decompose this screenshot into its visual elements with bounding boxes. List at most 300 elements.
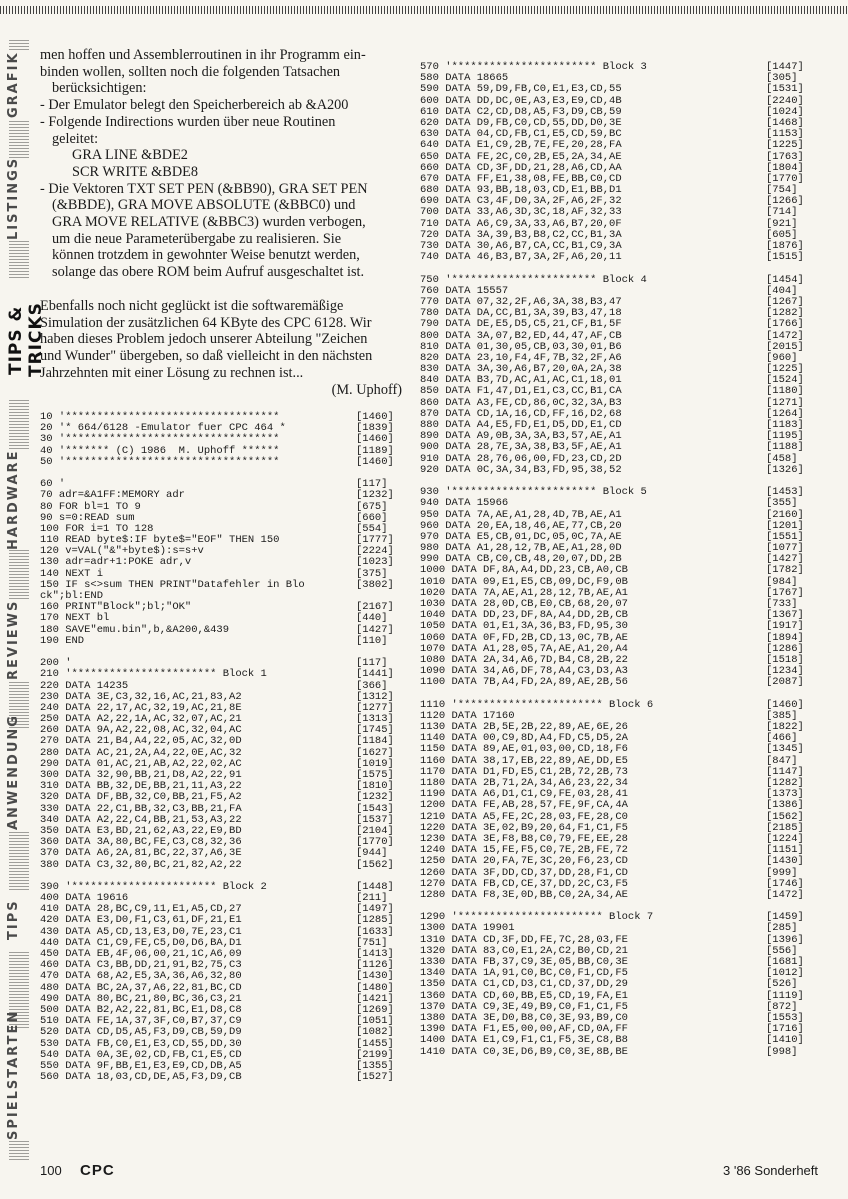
code-text: 740 DATA 46,B3,B7,3A,2F,A6,20,11 xyxy=(420,251,622,264)
code-text: 430 DATA A5,CD,13,E3,D0,7E,23,C1 xyxy=(40,925,242,938)
checksum: [1917] xyxy=(766,620,804,633)
checksum: [2240] xyxy=(766,94,804,107)
checksum: [1012] xyxy=(766,967,804,980)
page-number: 100 xyxy=(40,1163,62,1178)
code-text: 590 DATA 59,D9,FB,C0,E1,E3,CD,55 xyxy=(420,83,622,96)
code-text: 1190 DATA A6,D1,C1,C9,FE,03,28,41 xyxy=(420,788,628,801)
checksum: [1627] xyxy=(356,746,394,759)
code-text: 1070 DATA A1,28,05,7A,AE,A1,20,A4 xyxy=(420,642,628,655)
checksum: [1562] xyxy=(766,810,804,823)
code-text: 280 DATA AC,21,2A,A4,22,0E,AC,32 xyxy=(40,746,242,759)
code-line xyxy=(420,510,818,521)
checksum: [675] xyxy=(356,500,388,513)
checksum: [2167] xyxy=(356,601,394,614)
listing-right-column xyxy=(420,62,818,1058)
checksum: [1770] xyxy=(356,836,394,849)
code-line xyxy=(420,1047,818,1058)
checksum: [556] xyxy=(766,944,798,957)
code-text: 320 DATA DF,BB,32,C0,BB,21,F5,A2 xyxy=(40,791,242,804)
checksum: [733] xyxy=(766,598,798,610)
checksum: [960] xyxy=(766,351,798,364)
checksum: [605] xyxy=(766,228,798,241)
text-line: SCR WRITE &BDE8 xyxy=(72,163,199,180)
checksum: [984] xyxy=(766,575,798,588)
text-line: Jahrzehnten mit einer Lösung zu rechnen ist... xyxy=(40,364,304,381)
checksum: [1441] xyxy=(356,668,394,681)
checksum: [285] xyxy=(766,922,798,935)
code-text: 980 DATA A1,28,12,7B,AE,A1,28,0D xyxy=(420,542,622,555)
code-text: 380 DATA C3,32,80,BC,21,82,A2,22 xyxy=(40,858,242,871)
text-line: Simulation der zusätzlichen 64 KByte des CPC 6128. Wir xyxy=(40,314,372,331)
code-line xyxy=(40,490,408,501)
checksum: [1326] xyxy=(766,463,804,476)
code-text: 370 DATA A6,2A,81,BC,22,37,A6,3E xyxy=(40,847,242,860)
checksum: [1184] xyxy=(356,735,394,748)
code-text: 360 DATA 3A,80,BC,FE,C3,C8,32,36 xyxy=(40,836,242,849)
code-line xyxy=(40,1027,408,1038)
code-text: 410 DATA 28,BC,C9,11,E1,A5,CD,27 xyxy=(40,903,242,916)
code-text: 880 DATA A4,E5,FD,E1,D5,DD,E1,CD xyxy=(420,419,622,431)
code-text: 450 DATA EB,4F,06,00,21,1C,A6,09 xyxy=(40,948,242,960)
text-line: GRA MOVE RELATIVE (&BBC3) wurden verbogen, xyxy=(52,214,366,231)
checksum: [1454] xyxy=(766,273,804,286)
code-text: 1160 DATA 38,17,EB,22,89,AE,DD,E5 xyxy=(420,754,628,767)
code-text: 1360 DATA CD,60,BB,E5,CD,19,FA,E1 xyxy=(420,989,628,1002)
code-line xyxy=(420,800,818,811)
code-text: 930 '*********************** Block 5 xyxy=(420,486,647,499)
code-line xyxy=(420,140,818,151)
checksum: [1313] xyxy=(356,713,394,726)
code-text: 860 DATA A3,FE,CD,86,0C,32,3A,B3 xyxy=(420,396,622,409)
code-text: 1100 DATA 7B,A4,FD,2A,89,AE,2B,56 xyxy=(420,676,628,689)
checksum: [1201] xyxy=(766,519,804,532)
checksum: [3802] xyxy=(356,578,394,591)
checksum: [211] xyxy=(356,892,388,905)
text-line: berücksichtigen: xyxy=(52,80,147,97)
page-footer xyxy=(40,1163,818,1183)
code-text: 830 DATA 3A,30,A6,B7,20,0A,2A,38 xyxy=(420,363,622,376)
code-line xyxy=(40,636,408,647)
checksum: [1766] xyxy=(766,318,804,331)
code-line xyxy=(40,669,408,680)
code-text: 140 NEXT i xyxy=(40,567,104,580)
checksum: [1782] xyxy=(766,564,804,577)
checksum: [1077] xyxy=(766,542,804,555)
code-line xyxy=(420,923,818,934)
code-line xyxy=(420,565,818,576)
code-text: 520 DATA CD,D5,A5,F3,D9,CB,59,D9 xyxy=(40,1026,242,1039)
code-text: 710 DATA A6,C9,3A,33,A6,B7,20,0F xyxy=(420,217,622,230)
listing-gap xyxy=(40,647,408,658)
code-line xyxy=(40,792,408,803)
checksum: [1894] xyxy=(766,631,804,644)
checksum: [1681] xyxy=(766,956,804,968)
sidebar-label-tips-tricks: TIPS & TRICKS xyxy=(6,280,32,400)
code-text: 500 DATA B2,A2,22,81,BC,E1,D8,C8 xyxy=(40,1003,242,1016)
checksum: [1345] xyxy=(766,743,804,756)
checksum: [1153] xyxy=(766,128,804,141)
code-text: 1390 DATA F1,E5,00,00,AF,CD,0A,FF xyxy=(420,1023,628,1036)
code-text: 720 DATA 3A,39,B3,B8,C2,CC,B1,3A xyxy=(420,228,622,241)
checksum: [526] xyxy=(766,978,798,991)
code-text: 1330 DATA FB,37,C9,3E,05,BB,C0,3E xyxy=(420,956,628,968)
checksum: [1430] xyxy=(766,855,804,868)
checksum: [1763] xyxy=(766,150,804,163)
checksum: [1460] xyxy=(766,698,804,711)
checksum: [1810] xyxy=(356,780,394,793)
code-line xyxy=(420,744,818,755)
code-text: 1020 DATA 7A,AE,A1,28,12,7B,AE,A1 xyxy=(420,586,628,599)
code-line xyxy=(40,557,408,568)
checksum: [1180] xyxy=(766,385,804,398)
sidebar-label-tips: TIPS xyxy=(6,890,32,950)
code-text: 340 DATA A2,22,C4,BB,21,53,A3,22 xyxy=(40,813,242,826)
code-text: 290 DATA 01,AC,21,AB,A2,22,02,AC xyxy=(40,757,242,770)
code-text: 1210 DATA A5,FE,2C,28,03,FE,28,C0 xyxy=(420,810,628,823)
code-text: 650 DATA FE,2C,C0,2B,E5,2A,34,AE xyxy=(420,150,622,163)
code-text: 570 '*********************** Block 3 xyxy=(420,61,647,73)
text-line: binden wollen, sollten noch die folgenden Tatsachen xyxy=(40,63,341,80)
checksum: [1537] xyxy=(356,813,394,826)
checksum: [1453] xyxy=(766,486,804,499)
checksum: [1527] xyxy=(356,1071,394,1084)
code-text: 350 DATA E3,BD,21,62,A3,22,E9,BD xyxy=(40,824,242,837)
checksum: [1126] xyxy=(356,959,394,972)
code-text: 220 DATA 14235 xyxy=(40,679,129,692)
code-text: 1180 DATA 2B,71,2A,34,A6,23,22,34 xyxy=(420,777,628,789)
checksum: [1804] xyxy=(766,161,804,174)
checksum: [2015] xyxy=(766,340,804,353)
checksum: [1480] xyxy=(356,981,394,994)
checksum: [1518] xyxy=(766,653,804,666)
article-text-1 xyxy=(40,47,402,281)
code-text: 170 NEXT bl xyxy=(40,612,110,625)
code-text: 470 DATA 68,A2,E5,3A,36,A6,32,80 xyxy=(40,970,242,983)
checksum: [998] xyxy=(766,1045,798,1058)
code-text: 1040 DATA DD,23,DF,8A,A4,DD,2B,CB xyxy=(420,609,628,622)
code-text: ck";bl:END xyxy=(40,590,104,602)
code-text: 1230 DATA 3E,F8,B8,C0,79,FE,EE,28 xyxy=(420,832,628,845)
code-text: 130 adr=adr+1:POKE adr,v xyxy=(40,556,192,569)
code-text: 1370 DATA C9,3E,49,B9,C0,F1,C1,F5 xyxy=(420,1000,628,1013)
code-text: 630 DATA 04,CD,FB,C1,E5,CD,59,BC xyxy=(420,128,622,141)
code-text: 230 DATA 3E,C3,32,16,AC,21,83,A2 xyxy=(40,690,242,703)
code-line xyxy=(40,736,408,747)
checksum: [1460] xyxy=(356,433,394,446)
code-line xyxy=(420,677,818,688)
checksum: [1264] xyxy=(766,407,804,420)
checksum: [1286] xyxy=(766,642,804,655)
checksum: [1188] xyxy=(766,441,804,454)
code-line xyxy=(420,979,818,990)
code-text: 1060 DATA 0F,FD,2B,CD,13,0C,7B,AE xyxy=(420,631,628,644)
checksum: [1427] xyxy=(356,623,394,636)
code-text: 1250 DATA 20,FA,7E,3C,20,F6,23,CD xyxy=(420,855,628,868)
checksum: [1531] xyxy=(766,83,804,96)
article-text-2 xyxy=(40,298,402,398)
checksum: [847] xyxy=(766,754,798,767)
checksum: [1386] xyxy=(766,799,804,812)
code-text: 180 SAVE"emu.bin",b,&A200,&439 xyxy=(40,623,230,636)
code-text: 120 v=VAL("&"+byte$):s=s+v xyxy=(40,545,204,558)
checksum: [944] xyxy=(356,847,388,860)
code-line xyxy=(40,860,408,871)
checksum: [1430] xyxy=(356,970,394,983)
checksum: [1119] xyxy=(766,989,804,1002)
code-text: 1340 DATA 1A,91,C0,BC,C0,F1,CD,F5 xyxy=(420,967,628,980)
code-text: 770 DATA 07,32,2F,A6,3A,38,B3,47 xyxy=(420,295,622,308)
code-text: 670 DATA FF,E1,38,08,FE,BB,C0,CD xyxy=(420,172,622,185)
code-text: 780 DATA DA,CC,B1,3A,39,B3,47,18 xyxy=(420,307,622,320)
code-text: 460 DATA C3,BB,DD,21,91,B2,75,C3 xyxy=(40,959,242,972)
checksum: [1716] xyxy=(766,1023,804,1036)
checksum: [1396] xyxy=(766,933,804,946)
checksum: [1515] xyxy=(766,251,804,264)
checksum: [2087] xyxy=(766,676,804,689)
code-text: 390 '*********************** Block 2 xyxy=(40,880,267,893)
code-text: 730 DATA 30,A6,B7,CA,CC,B1,C9,3A xyxy=(420,240,622,252)
checksum: [1524] xyxy=(766,374,804,387)
code-text: 890 DATA A9,0B,3A,3A,B3,57,AE,A1 xyxy=(420,430,622,443)
code-text: 640 DATA E1,C9,2B,7E,FE,20,28,FA xyxy=(420,139,622,152)
code-text: 700 DATA 33,A6,3D,3C,18,AF,32,33 xyxy=(420,206,622,219)
checksum: [385] xyxy=(766,709,798,722)
text-line: können trotzdem in gewohnter Weise benutzt werden, xyxy=(52,247,360,264)
checksum: [1225] xyxy=(766,363,804,376)
code-text: 200 ' xyxy=(40,657,72,670)
code-text: 1110 '*********************** Block 6 xyxy=(420,698,654,711)
issue-label: 3 '86 Sonderheft xyxy=(723,1163,818,1178)
checksum: [110] xyxy=(356,634,388,647)
code-text: 90 s=0:READ sum xyxy=(40,511,135,524)
code-text: 750 '*********************** Block 4 xyxy=(420,273,647,286)
code-text: 1260 DATA 3F,DD,CD,37,DD,28,F1,CD xyxy=(420,866,628,879)
code-text: 1350 DATA C1,CD,D3,C1,CD,37,DD,29 xyxy=(420,978,628,991)
checksum: [1413] xyxy=(356,948,394,960)
code-text: 1240 DATA 15,FE,F5,C0,7E,2B,FE,72 xyxy=(420,844,628,857)
code-text: 820 DATA 23,10,F4,4F,7B,32,2F,A6 xyxy=(420,351,622,364)
checksum: [1455] xyxy=(356,1037,394,1050)
checksum: [1023] xyxy=(356,556,394,569)
code-text: 270 DATA 21,B4,A4,22,05,AC,32,0D xyxy=(40,735,242,748)
checksum: [355] xyxy=(766,497,798,510)
checksum: [117] xyxy=(356,657,388,670)
code-line xyxy=(40,971,408,982)
code-line xyxy=(420,621,818,632)
checksum: [1468] xyxy=(766,116,804,129)
code-line xyxy=(420,152,818,163)
code-text: 910 DATA 28,76,06,00,FD,23,CD,2D xyxy=(420,452,622,465)
author-credit: (M. Uphoff) xyxy=(331,381,402,398)
checksum: [1224] xyxy=(766,832,804,845)
code-line xyxy=(420,331,818,342)
checksum: [1460] xyxy=(356,411,394,423)
code-text: 30 '********************************** xyxy=(40,433,280,446)
code-line xyxy=(420,465,818,476)
checksum: [1822] xyxy=(766,721,804,734)
code-line xyxy=(420,319,818,330)
checksum: [1183] xyxy=(766,419,804,431)
code-text: 940 DATA 15966 xyxy=(420,497,509,510)
checksum: [1019] xyxy=(356,757,394,770)
checksum: [1082] xyxy=(356,1026,394,1039)
sidebar-label-grafik: GRAFIK xyxy=(6,50,32,120)
code-text: 540 DATA 0A,3E,02,CD,FB,C1,E5,CD xyxy=(40,1048,242,1061)
code-text: 660 DATA CD,3F,DD,21,28,A6,CD,AA xyxy=(420,161,622,174)
code-text: 620 DATA D9,FB,C0,CD,55,DD,D0,3E xyxy=(420,116,622,129)
checksum: [1277] xyxy=(356,701,394,714)
checksum: [751] xyxy=(356,936,388,949)
text-line: Ebenfalls noch nicht geglückt ist die softwaremäßige xyxy=(40,298,344,314)
text-line: und Wunder" übergeben, so daß vielleicht in den nächsten xyxy=(40,348,373,365)
checksum: [117] xyxy=(356,478,388,491)
code-text: 490 DATA 80,BC,21,80,BC,36,C3,21 xyxy=(40,992,242,1005)
code-text: 1090 DATA 34,A6,DF,78,A4,C3,D3,A3 xyxy=(420,665,628,678)
code-text: 1200 DATA FE,AB,28,57,FE,9F,CA,4A xyxy=(420,799,628,812)
code-text: 610 DATA C2,CD,D8,A5,F3,D9,CB,59 xyxy=(420,105,622,118)
code-text: 1140 DATA 00,C9,8D,A4,FD,C5,D5,2A xyxy=(420,732,628,745)
checksum: [1575] xyxy=(356,769,394,781)
text-line: - Der Emulator belegt den Speicherbereich ab &A200 xyxy=(40,97,349,114)
code-text: 100 FOR i=1 TO 128 xyxy=(40,522,154,535)
checksum: [1421] xyxy=(356,992,394,1005)
text-line: - Folgende Indirections wurden über neue Routinen xyxy=(40,113,336,130)
checksum: [1551] xyxy=(766,530,804,543)
code-line xyxy=(420,498,818,509)
checksum: [1271] xyxy=(766,396,804,409)
code-text: 160 PRINT"Block";bl;"OK" xyxy=(40,601,192,614)
code-text: 440 DATA C1,C9,FE,C5,D0,D6,BA,D1 xyxy=(40,936,242,949)
checksum: [2199] xyxy=(356,1048,394,1061)
code-text: 970 DATA E5,CB,01,DC,05,0C,7A,AE xyxy=(420,530,622,543)
checksum: [1839] xyxy=(356,422,394,435)
code-text: 760 DATA 15557 xyxy=(420,284,509,297)
checksum: [1367] xyxy=(766,609,804,622)
code-text: 1080 DATA 2A,34,A6,7D,B4,C8,2B,22 xyxy=(420,653,628,666)
code-line xyxy=(40,625,408,636)
code-text: 1000 DATA DF,8A,A4,DD,23,CB,A0,CB xyxy=(420,564,628,577)
code-text: 40 '******* (C) 1986 M. Uphoff ****** xyxy=(40,444,280,457)
checksum: [1225] xyxy=(766,139,804,152)
code-text: 1400 DATA E1,C9,F1,C1,F5,3E,C8,B8 xyxy=(420,1034,628,1047)
code-text: 920 DATA 0C,3A,34,B3,FD,95,38,52 xyxy=(420,463,622,476)
checksum: [921] xyxy=(766,217,798,230)
checksum: [2185] xyxy=(766,821,804,834)
code-text: 960 DATA 20,EA,18,46,AE,77,CB,20 xyxy=(420,519,622,532)
text-line: geleitet: xyxy=(52,130,99,147)
code-text: 50 '********************************** xyxy=(40,455,280,468)
sidebar-label-hardware: HARDWARE xyxy=(6,450,32,550)
code-text: 1130 DATA 2B,5E,2B,22,89,AE,6E,26 xyxy=(420,721,628,734)
checksum: [1553] xyxy=(766,1011,804,1024)
checksum: [1147] xyxy=(766,765,804,778)
code-text: 330 DATA 22,C1,BB,32,C3,BB,21,FA xyxy=(40,802,242,815)
code-text: 530 DATA FB,C0,E1,E3,CD,55,DD,30 xyxy=(40,1037,242,1050)
code-line xyxy=(40,848,408,859)
checksum: [1448] xyxy=(356,880,394,893)
code-text: 1150 DATA 89,AE,01,03,00,CD,18,F6 xyxy=(420,743,628,756)
checksum: [1543] xyxy=(356,802,394,815)
checksum: [466] xyxy=(766,732,798,745)
code-text: 950 DATA 7A,AE,A1,28,4D,7B,AE,A1 xyxy=(420,508,622,521)
magazine-logo: CPC xyxy=(80,1162,115,1179)
code-text: 250 DATA A2,22,1A,AC,32,07,AC,21 xyxy=(40,713,242,726)
checksum: [660] xyxy=(356,511,388,524)
code-text: 1120 DATA 17160 xyxy=(420,709,515,722)
code-line xyxy=(420,868,818,879)
text-line: haben dieses Problem jedoch unserer Abteilung "Zeichen xyxy=(40,331,368,348)
checksum: [1232] xyxy=(356,791,394,804)
listing-gap xyxy=(420,689,818,700)
code-text: 560 DATA 18,03,CD,DE,A5,F3,D9,CB xyxy=(40,1071,242,1084)
code-text: 1010 DATA 09,E1,E5,CB,09,DC,F9,0B xyxy=(420,575,628,588)
code-line xyxy=(40,434,408,445)
checksum: [1472] xyxy=(766,329,804,342)
code-line xyxy=(420,856,818,867)
code-text: 840 DATA B3,7D,AC,A1,AC,C1,18,01 xyxy=(420,374,622,387)
code-text: 210 '*********************** Block 1 xyxy=(40,668,267,681)
code-text: 300 DATA 32,90,BB,21,D8,A2,22,91 xyxy=(40,769,242,781)
checksum: [1285] xyxy=(356,914,394,927)
checksum: [1312] xyxy=(356,690,394,703)
code-text: 310 DATA BB,32,DE,BB,21,11,A3,22 xyxy=(40,780,242,793)
code-text: 800 DATA 3A,07,B2,ED,44,47,AF,CB xyxy=(420,329,622,342)
code-line xyxy=(40,915,408,926)
code-text: 900 DATA 28,7E,3A,38,B3,5F,AE,A1 xyxy=(420,441,622,454)
checksum: [440] xyxy=(356,612,388,625)
checksum: [1410] xyxy=(766,1034,804,1047)
checksum: [1355] xyxy=(356,1059,394,1072)
checksum: [1777] xyxy=(356,534,394,547)
checksum: [1232] xyxy=(356,489,394,502)
code-text: 420 DATA E3,D0,F1,C3,61,DF,21,E1 xyxy=(40,914,242,927)
checksum: [1745] xyxy=(356,724,394,737)
code-line xyxy=(420,84,818,95)
code-text: 600 DATA DD,DC,0E,A3,E3,E9,CD,4B xyxy=(420,94,622,107)
checksum: [375] xyxy=(356,567,388,580)
checksum: [1266] xyxy=(766,195,804,208)
code-line xyxy=(420,252,818,263)
checksum: [1282] xyxy=(766,777,804,789)
code-text: 1170 DATA D1,FD,E5,C1,2B,72,2B,73 xyxy=(420,765,628,778)
code-text: 990 DATA CB,C0,CB,48,20,07,DD,2B xyxy=(420,553,622,566)
code-line xyxy=(40,613,408,624)
code-text: 260 DATA 9A,A2,22,08,AC,32,04,AC xyxy=(40,724,242,737)
text-line: - Die Vektoren TXT SET PEN (&BB90), GRA SET PEN xyxy=(40,180,368,197)
code-text: 190 END xyxy=(40,634,85,647)
code-line xyxy=(420,386,818,397)
code-text: 510 DATA FE,1A,37,3F,C0,B7,37,C9 xyxy=(40,1015,242,1028)
text-line: um die neue Parameterübergabe zu realisieren. Sie xyxy=(52,230,342,247)
code-line xyxy=(420,890,818,901)
code-text: 690 DATA C3,4F,D0,3A,2F,A6,2F,32 xyxy=(420,195,622,208)
checksum: [404] xyxy=(766,284,798,297)
checksum: [1767] xyxy=(766,586,804,599)
code-text: 10 '********************************** xyxy=(40,411,280,423)
checksum: [1472] xyxy=(766,888,804,901)
code-text: 680 DATA 93,BB,18,03,CD,E1,BB,D1 xyxy=(420,184,622,197)
checksum: [2224] xyxy=(356,545,394,558)
checksum: [1373] xyxy=(766,788,804,801)
code-text: 240 DATA 22,17,AC,32,19,AC,21,8E xyxy=(40,701,242,714)
checksum: [1189] xyxy=(356,444,394,457)
checksum: [2160] xyxy=(766,508,804,521)
code-text: 80 FOR bl=1 TO 9 xyxy=(40,500,141,513)
code-text: 20 '* 664/6128 -Emulator fuer CPC 464 * xyxy=(40,422,286,435)
code-text: 480 DATA BC,2A,37,A6,22,81,BC,CD xyxy=(40,981,242,994)
checksum: [1151] xyxy=(766,844,804,857)
code-text: 1030 DATA 28,0D,CB,E0,CB,68,20,07 xyxy=(420,598,628,610)
